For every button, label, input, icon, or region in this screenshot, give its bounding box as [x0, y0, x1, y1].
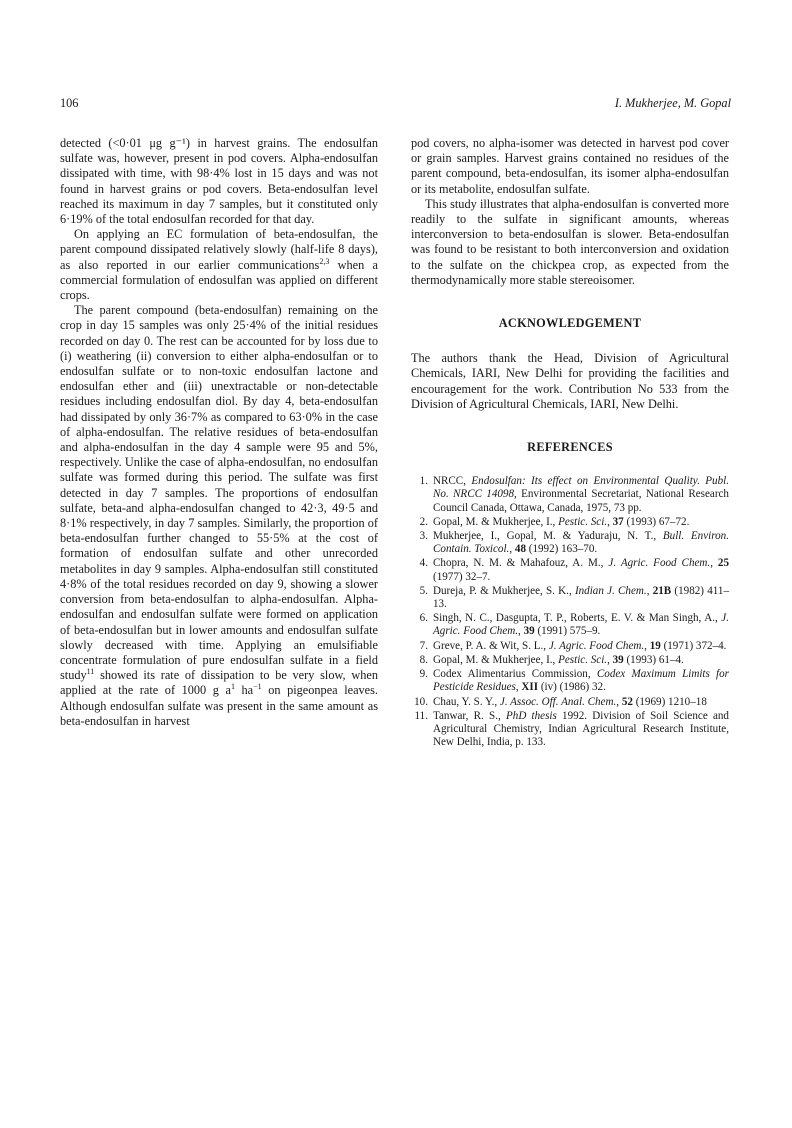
- reference-volume: 39: [523, 625, 535, 638]
- reference-number: 2.: [419, 515, 428, 528]
- reference-title: Endosulfan: Its effect on Environmental Quality. Publ. No. NRCC 14098: [433, 475, 730, 501]
- reference-number: 5.: [419, 584, 428, 597]
- reference-number: 3.: [419, 530, 428, 543]
- reference-details: (1969) 1210–18: [632, 695, 707, 708]
- page-number: 106: [60, 96, 79, 110]
- reference-details: (1992) 163–70.: [525, 543, 598, 556]
- reference-list: [411, 475, 729, 749]
- reference-authors: Chau, Y. S. Y.,: [433, 695, 500, 708]
- reference-authors: NRCC,: [433, 475, 472, 488]
- reference-title: J. Agric. Food Chem.: [548, 639, 645, 652]
- reference-details: (iv) (1986) 32.: [538, 681, 606, 694]
- reference-item: 2. Gopal, M. & Mukherjee, I., Pestic. Sci., 37 (1993) 67–72.: [411, 516, 729, 529]
- citation-superscript: 2,3: [319, 256, 330, 266]
- paragraph: detected (<0·01 μg g⁻¹) in harvest grains. The endosulfan sulfate was, however, present in pod covers. Alpha-endosulfan dissipated with time, with 98·4% lost in 15 days and was not found in harvest grains or pod covers. Beta-endosulfan level reached its maximum in day 7 samples, but it constituted only 6·19% of the total endosulfan recorded for that day.: [60, 136, 378, 227]
- paragraph: [60, 227, 378, 303]
- reference-details: (1977) 32–7.: [433, 570, 491, 583]
- reference-details: (1993) 61–4.: [623, 653, 684, 666]
- reference-item: 9. Codex Alimentarius Commission, Codex Maximum Limits for Pesticide Residues, XII (iv) (1986) 32.: [411, 668, 729, 694]
- reference-number: 11.: [414, 709, 428, 722]
- reference-volume: 52: [621, 695, 633, 708]
- reference-authors: Dureja, P. & Mukherjee, S. K.,: [433, 584, 575, 597]
- paragraph-text: showed its rate of dissipation to be very slow, when applied at the rate of 1000 g a: [60, 668, 378, 698]
- unit-superscript: −1: [253, 682, 262, 692]
- acknowledgement-heading: ACKNOWLEDGEMENT: [498, 316, 642, 331]
- unit-superscript: 1: [230, 682, 235, 692]
- reference-title: PhD thesis: [506, 709, 557, 722]
- reference-item: 6. Singh, N. C., Dasgupta, T. P., Roberts, E. V. & Man Singh, A., J. Agric. Food Chem., 39 (1991) 575–9.: [411, 612, 729, 638]
- reference-number: 10.: [414, 695, 428, 708]
- reference-item: 8. Gopal, M. & Mukherjee, I., Pestic. Sci., 39 (1993) 61–4.: [411, 654, 729, 667]
- references-heading: REFERENCES: [527, 440, 613, 455]
- reference-title: Pestic. Sci.: [558, 653, 608, 666]
- reference-details: (1982) 411–13.: [433, 584, 729, 611]
- right-column: [411, 136, 729, 750]
- paragraph-text: On applying an EC formulation of beta-endosulfan, the parent compound dissipated relatively slowly (half-life 8 days), as also reported in our earlier communications: [60, 227, 378, 272]
- reference-number: 6.: [419, 612, 428, 625]
- reference-details: (1971) 372–4.: [660, 639, 727, 652]
- reference-details: 1992. Division of Soil Science and Agricultural Chemistry, Indian Agricultural Research Institute, New Delhi, India, p. 133.: [433, 709, 729, 749]
- reference-authors: Gopal, M. & Mukherjee, I.,: [433, 653, 559, 666]
- reference-details: (1991) 575–9.: [534, 625, 601, 638]
- left-column: [60, 136, 378, 729]
- reference-details: (1993) 67–72.: [623, 515, 690, 528]
- paragraph-text: on pigeonpea leaves. Although endosulfan sulfate was present in the same amount as beta-endosulfan in harvest: [60, 683, 378, 728]
- reference-authors: Singh, N. C., Dasgupta, T. P., Roberts, E. V. & Man Singh, A.,: [433, 612, 722, 625]
- reference-authors: Tanwar, R. S.,: [433, 709, 506, 722]
- reference-item: [411, 475, 729, 515]
- reference-title: Bull. Environ. Contain. Toxicol.: [433, 530, 729, 556]
- reference-volume: 21B: [652, 584, 672, 597]
- reference-volume: 48: [514, 543, 526, 556]
- reference-item: 7. Greve, P. A. & Wit, S. L., J. Agric. Food Chem., 19 (1971) 372–4.: [411, 640, 729, 653]
- reference-authors: Codex Alimentarius Commission,: [433, 668, 597, 681]
- paragraph-text: ha: [234, 683, 254, 698]
- reference-title: J. Agric. Food Chem.: [608, 557, 711, 570]
- reference-title: Pestic. Sci.: [558, 515, 608, 528]
- reference-authors: Gopal, M. & Mukherjee, I.,: [433, 515, 559, 528]
- reference-volume: 19: [649, 639, 661, 652]
- reference-number: 8.: [419, 653, 428, 666]
- reference-title: J. Agric. Food Chem.: [433, 612, 729, 638]
- reference-number: 1.: [419, 475, 428, 488]
- running-head: I. Mukherjee, M. Gopal: [614, 96, 731, 110]
- reference-item: 3. Mukherjee, I., Gopal, M. & Yaduraju, N. T., Bull. Environ. Contain. Toxicol., 48 (1992) 163–70.: [411, 530, 729, 556]
- reference-number: 9.: [419, 668, 428, 681]
- paragraph-text: The parent compound (beta-endosulfan) remaining on the crop in day 15 samples was only 25·4% of the initial residues recorded on day 0. The rest can be accounted for by loss due to (i) weathering (ii) conversion to either alpha-endosulfan or to endosulfan sulfate or to non-toxic endosulfan lactone and endosulfan ether and (iii) unextractable or non-detectable residues including endosulfan diol. By day 4, beta-endosulfan had dissipated by only 36·7% as compared to 63·0% in the case of alpha-endosulfan. The relative residues of beta-endosulfan and alpha-endosulfan in the day 4 sample were 95 and 5%, respectively. Unlike the case of alpha-endosulfan, no endosulfan sulfate was formed during this period. The sulfate was first detected in day 7 samples. The proportions of endosulfan sulfate, beta-and alpha-endosulfan changed to 42·3, 49·5 and 8·1% respectively, in day 7 samples. Similarly, the proportion of beta-endosulfan further changed to 55·5% at the cost of formation of endosulfan sulfate and other unrecorded metabolites in day 9 samples. Alpha-endosulfan still constituted 4·8% of the total residues recorded on day 9, showing a slower conversion from beta-endosulfan to alpha-endosulfan. Alpha-endosulfan and endosulfan sulfate were formed on application of beta-endosulfan but in lower amounts and endosulfan sulfate slowly decreased with time. Applying an emulsifiable concentrate formulation of pure endosulfan sulfate in a field study: [60, 303, 378, 683]
- citation-superscript: 11: [86, 667, 95, 677]
- reference-volume: 37: [612, 515, 624, 528]
- acknowledgement-text: The authors thank the Head, Division of Agricultural Chemicals, IARI, New Delhi for providing the facilities and encouragement for the work. Contribution No 533 from the Division of Agricultural Chemicals, IARI, New Delhi.: [411, 351, 729, 411]
- reference-authors: Chopra, N. M. & Mahafouz, A. M.,: [433, 557, 609, 570]
- reference-item: 4. Chopra, N. M. & Mahafouz, A. M., J. Agric. Food Chem., 25 (1977) 32–7.: [411, 557, 729, 583]
- reference-authors: Greve, P. A. & Wit, S. L.,: [433, 639, 549, 652]
- reference-number: 4.: [419, 557, 428, 570]
- reference-item: 5. Dureja, P. & Mukherjee, S. K., Indian J. Chem., 21B (1982) 411–13.: [411, 585, 729, 611]
- paragraph: pod covers, no alpha-isomer was detected in harvest pod cover or grain samples. Harvest grains contained no residues of the parent compound, beta-endosulfan, its isomer alpha-endosulfan or its metabolite, endosulfan sulfate.: [411, 136, 729, 196]
- paragraph: [60, 303, 378, 729]
- reference-volume: 39: [612, 653, 624, 666]
- reference-title: Codex Maximum Limits for Pesticide Residues: [433, 668, 729, 694]
- reference-number: 7.: [419, 639, 428, 652]
- reference-details: , Environmental Secretariat, National Research Council Canada, Ottawa, Canada, 1975, 73 pp.: [433, 488, 729, 514]
- reference-title: J. Assoc. Off. Anal. Chem.: [499, 695, 617, 708]
- reference-title: Indian J. Chem.: [574, 584, 647, 597]
- reference-volume: XII: [521, 681, 539, 694]
- reference-authors: Mukherjee, I., Gopal, M. & Yaduraju, N. T.,: [433, 530, 663, 543]
- reference-item: [411, 710, 729, 750]
- reference-volume: 25: [717, 557, 730, 570]
- reference-item: 10. Chau, Y. S. Y., J. Assoc. Off. Anal. Chem., 52 (1969) 1210–18: [411, 696, 729, 709]
- paragraph-text: when a commercial formulation of endosulfan was applied on different crops.: [60, 257, 378, 303]
- paragraph: This study illustrates that alpha-endosulfan is converted more readily to the sulfate in significant amounts, whereas interconversion to beta-endosulfan is slower. Beta-endosulfan was found to be resistant to both interconversion and oxidation to the sulfate on the chickpea crop, as expected from the thermodynamically more stable stereoisomer.: [411, 196, 729, 287]
